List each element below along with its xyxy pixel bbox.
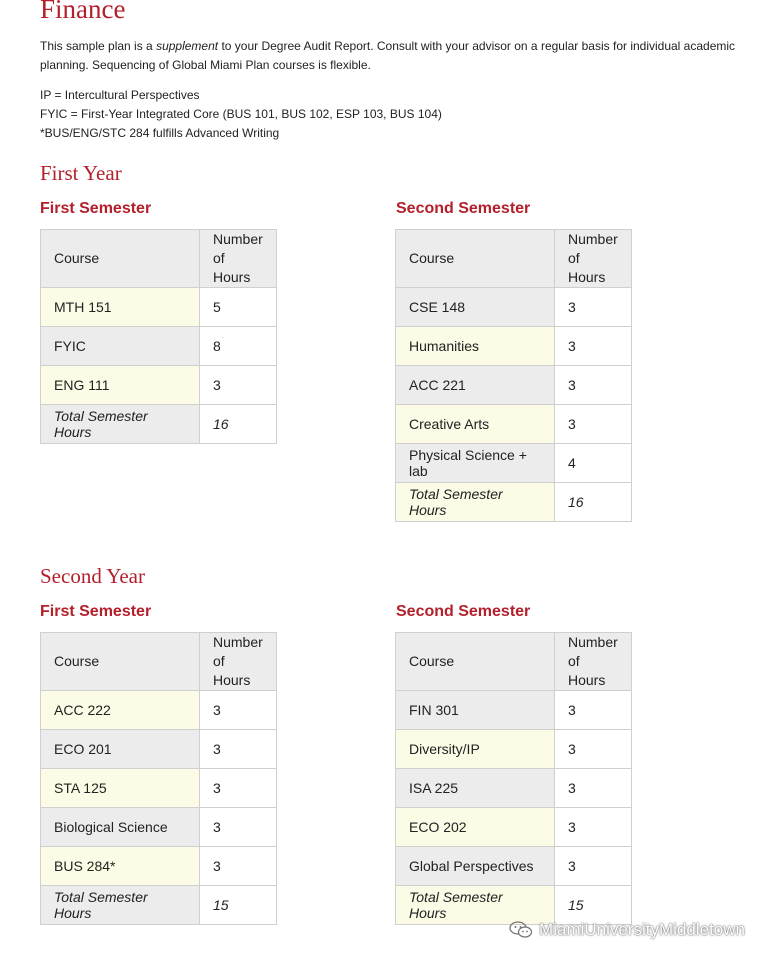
semester-title: First Semester	[40, 200, 152, 217]
course-table-y2-s2	[395, 632, 632, 925]
table-row: FIN 301 3	[396, 691, 632, 730]
total-row: Total Semester Hours 15	[41, 886, 277, 925]
intro-paragraph: This sample plan is a supplement to your Degree Audit Report. Consult with your advisor on a regular basis for individual academic planning. Sequencing of Global Miami Plan courses is flexible.	[40, 39, 736, 72]
total-row: Total Semester Hours 15	[396, 886, 632, 925]
column-header-hours: Number of Hours	[200, 230, 277, 288]
table-row: Biological Science 3	[41, 808, 277, 847]
table-row: Physical Science + lab 4	[396, 444, 632, 483]
note-ip: IP = Intercultural Perspectives	[40, 88, 200, 102]
wechat-icon	[509, 921, 533, 939]
table-row: CSE 148 3	[396, 288, 632, 327]
table-row: ISA 225 3	[396, 769, 632, 808]
column-header-hours: Number of Hours	[200, 633, 277, 691]
table-row: ACC 222 3	[41, 691, 277, 730]
table-row: Creative Arts 3	[396, 405, 632, 444]
table-row: ACC 221 3	[396, 366, 632, 405]
table-row: Global Perspectives 3	[396, 847, 632, 886]
page-title: Finance	[40, 0, 126, 24]
column-header-course: Course	[41, 633, 200, 691]
total-row: Total Semester Hours 16	[396, 483, 632, 522]
table-row: STA 125 3	[41, 769, 277, 808]
table-row: ENG 111 3	[41, 366, 277, 405]
column-header-hours: Number of Hours	[555, 230, 632, 288]
note-advanced-writing: *BUS/ENG/STC 284 fulfills Advanced Writing	[40, 126, 280, 140]
year-title-second: Second Year	[40, 564, 145, 588]
table-row: FYIC 8	[41, 327, 277, 366]
table-row: Humanities 3	[396, 327, 632, 366]
year-title-first: First Year	[40, 161, 122, 185]
column-header-course: Course	[396, 633, 555, 691]
course-table-y2-s1	[40, 632, 277, 925]
table-row: ECO 201 3	[41, 730, 277, 769]
table-row: MTH 151 5	[41, 288, 277, 327]
column-header-course: Course	[41, 230, 200, 288]
watermark	[509, 920, 745, 940]
semester-title: Second Semester	[396, 200, 531, 217]
total-row: Total Semester Hours 16	[41, 405, 277, 444]
semester-title: Second Semester	[396, 603, 531, 620]
course-table-y1-s2	[395, 229, 632, 522]
column-header-hours: Number of Hours	[555, 633, 632, 691]
course-table-y1-s1	[40, 229, 277, 444]
note-fyic: FYIC = First-Year Integrated Core (BUS 101, BUS 102, ESP 103, BUS 104)	[40, 107, 442, 121]
abbreviation-notes	[40, 86, 755, 143]
table-row: Diversity/IP 3	[396, 730, 632, 769]
watermark-text: MiamiUniversityMiddletown	[539, 920, 745, 939]
table-row: BUS 284* 3	[41, 847, 277, 886]
table-row: ECO 202 3	[396, 808, 632, 847]
semester-title: First Semester	[40, 603, 152, 620]
column-header-course: Course	[396, 230, 555, 288]
